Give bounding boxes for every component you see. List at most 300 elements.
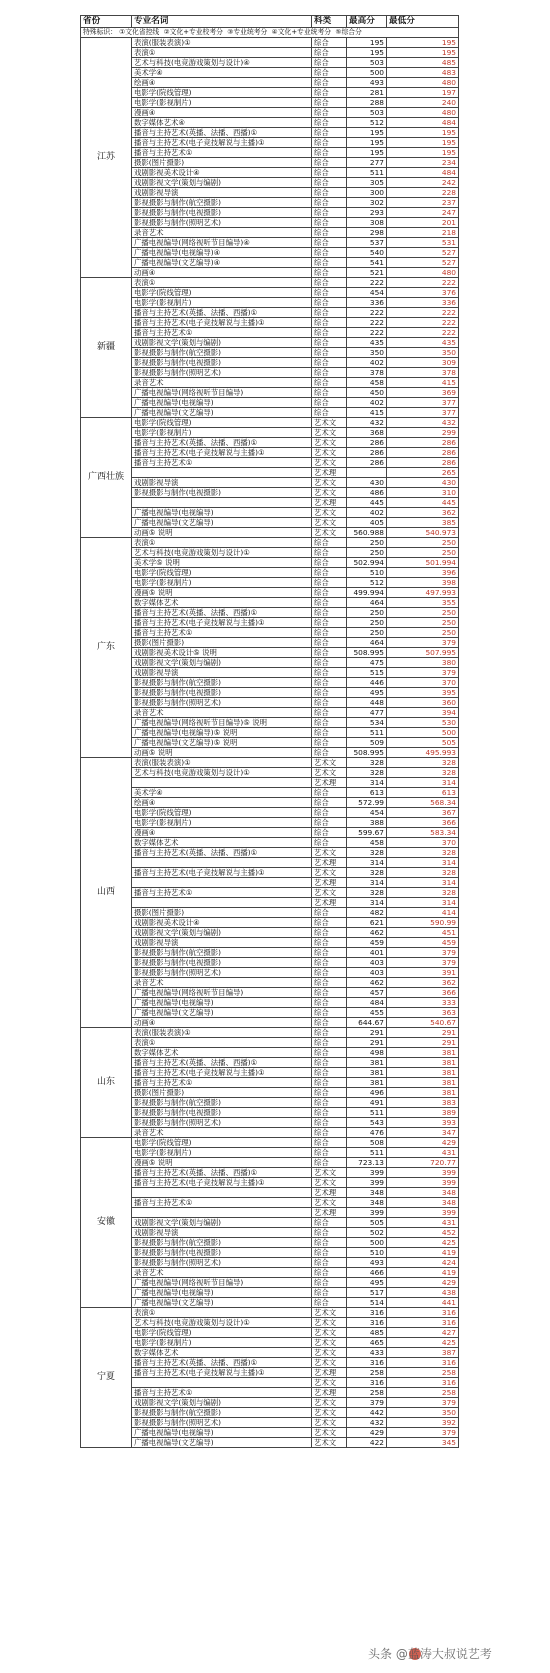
max-score-cell: 537 (347, 238, 387, 248)
major-cell: 电影学(影视制片) (132, 298, 312, 308)
max-score-cell: 195 (347, 38, 387, 48)
max-score-cell: 613 (347, 788, 387, 798)
max-score-cell: 495 (347, 688, 387, 698)
major-cell: 影视摄影与制作(电视摄影) (132, 958, 312, 968)
min-score-cell: 399 (387, 1208, 459, 1218)
max-score-cell: 222 (347, 308, 387, 318)
category-cell: 综合 (312, 618, 347, 628)
major-cell: 录音艺术 (132, 1128, 312, 1138)
table-row (81, 1438, 459, 1448)
major-cell: 电影学(影视制片) (132, 98, 312, 108)
table-row (81, 128, 459, 138)
category-cell: 综合 (312, 718, 347, 728)
max-score-cell: 195 (347, 128, 387, 138)
major-cell: 动画⑤ 说明 (132, 528, 312, 538)
min-score-cell: 383 (387, 1098, 459, 1108)
table-row (81, 548, 459, 558)
table-row (81, 1038, 459, 1048)
major-cell: 戏剧影视导演 (132, 938, 312, 948)
legend-cell (81, 28, 459, 38)
table-row (81, 968, 459, 978)
major-cell: 艺术与科技(电竞游戏策划与设计)① (132, 768, 312, 778)
min-score-cell: 500 (387, 728, 459, 738)
major-cell: 绘画④ (132, 798, 312, 808)
table-row (81, 1218, 459, 1228)
min-score-cell: 314 (387, 858, 459, 868)
min-score-cell: 389 (387, 1108, 459, 1118)
category-cell: 综合 (312, 638, 347, 648)
max-score-cell (347, 468, 387, 478)
major-cell: 播音与主持艺术(英播、法播、西播)① (132, 128, 312, 138)
max-score-cell: 195 (347, 148, 387, 158)
max-score-cell: 422 (347, 1438, 387, 1448)
major-cell: 广播电视编导(文艺编导)④ (132, 258, 312, 268)
max-score-cell: 508 (347, 1138, 387, 1148)
major-cell: 影视摄影与制作(电视摄影) (132, 1248, 312, 1258)
category-cell: 综合 (312, 1008, 347, 1018)
category-cell: 综合 (312, 1058, 347, 1068)
major-cell (132, 1378, 312, 1388)
category-cell: 综合 (312, 248, 347, 258)
table-row (81, 378, 459, 388)
max-score-cell: 402 (347, 508, 387, 518)
major-cell: 漫画⑤ 说明 (132, 1158, 312, 1168)
max-score-cell: 448 (347, 698, 387, 708)
max-score-cell: 510 (347, 1248, 387, 1258)
table-row (81, 708, 459, 718)
category-cell: 综合 (312, 698, 347, 708)
min-score-cell: 376 (387, 288, 459, 298)
max-score-cell: 195 (347, 48, 387, 58)
table-row (81, 1178, 459, 1188)
min-score-cell: 427 (387, 1328, 459, 1338)
category-cell: 综合 (312, 658, 347, 668)
table-row (81, 1148, 459, 1158)
max-score-cell: 222 (347, 328, 387, 338)
max-score-cell: 475 (347, 658, 387, 668)
max-score-cell: 298 (347, 228, 387, 238)
category-cell: 艺术文 (312, 1308, 347, 1318)
min-score-cell: 419 (387, 1268, 459, 1278)
max-score-cell: 465 (347, 1338, 387, 1348)
category-cell: 综合 (312, 328, 347, 338)
category-cell: 艺术文 (312, 1318, 347, 1328)
min-score-cell: 362 (387, 978, 459, 988)
table-row (81, 208, 459, 218)
watermark-text: 头条 @蓝涛大叔说艺考 (368, 1647, 492, 1661)
min-score-cell: 366 (387, 988, 459, 998)
table-row (81, 1058, 459, 1068)
major-cell: 录音艺术 (132, 228, 312, 238)
province-cell: 山东 (81, 1028, 132, 1138)
max-score-cell: 250 (347, 538, 387, 548)
category-cell: 艺术理 (312, 878, 347, 888)
max-score-cell: 462 (347, 978, 387, 988)
max-score-cell: 723.13 (347, 1158, 387, 1168)
category-cell: 艺术文 (312, 1428, 347, 1438)
category-cell: 综合 (312, 158, 347, 168)
major-cell: 动画④ (132, 268, 312, 278)
table-row (81, 1078, 459, 1088)
major-cell: 摄影(图片摄影) (132, 1088, 312, 1098)
category-cell: 综合 (312, 408, 347, 418)
min-score-cell: 242 (387, 178, 459, 188)
max-score-cell: 286 (347, 448, 387, 458)
max-score-cell: 316 (347, 1378, 387, 1388)
table-row (81, 408, 459, 418)
min-score-cell: 429 (387, 1278, 459, 1288)
max-score-cell: 328 (347, 888, 387, 898)
major-cell: 广播电视编导(电视编导) (132, 998, 312, 1008)
major-cell (132, 498, 312, 508)
category-cell: 综合 (312, 678, 347, 688)
min-score-cell: 380 (387, 658, 459, 668)
min-score-cell: 366 (387, 818, 459, 828)
min-score-cell: 362 (387, 508, 459, 518)
min-score-cell: 291 (387, 1038, 459, 1048)
table-row (81, 618, 459, 628)
max-score-cell: 500 (347, 1238, 387, 1248)
min-score-cell: 377 (387, 398, 459, 408)
max-score-cell: 445 (347, 498, 387, 508)
category-cell: 艺术文 (312, 418, 347, 428)
category-cell: 综合 (312, 178, 347, 188)
table-row (81, 488, 459, 498)
header-province: 省份 (81, 16, 132, 28)
category-cell: 艺术理 (312, 778, 347, 788)
table-row (81, 778, 459, 788)
category-cell: 艺术文 (312, 1398, 347, 1408)
max-score-cell: 328 (347, 868, 387, 878)
table-row (81, 978, 459, 988)
max-score-cell: 541 (347, 258, 387, 268)
province-cell: 广东 (81, 538, 132, 758)
category-cell: 综合 (312, 648, 347, 658)
table-row (81, 158, 459, 168)
category-cell: 综合 (312, 948, 347, 958)
table-row (81, 1048, 459, 1058)
major-cell: 绘画④ (132, 78, 312, 88)
table-row (81, 1018, 459, 1028)
category-cell: 艺术文 (312, 1438, 347, 1448)
category-cell: 综合 (312, 308, 347, 318)
min-score-cell: 348 (387, 1188, 459, 1198)
category-cell: 艺术文 (312, 1328, 347, 1338)
category-cell: 综合 (312, 188, 347, 198)
major-cell: 影视摄影与制作(电视摄影) (132, 1108, 312, 1118)
major-cell: 表演① (132, 48, 312, 58)
table-row (81, 1098, 459, 1108)
max-score-cell: 291 (347, 1028, 387, 1038)
min-score-cell: 379 (387, 1398, 459, 1408)
table-row (81, 848, 459, 858)
max-score-cell: 381 (347, 1068, 387, 1078)
min-score-cell: 350 (387, 348, 459, 358)
table-row (81, 718, 459, 728)
category-cell: 艺术文 (312, 1358, 347, 1368)
major-cell: 电影学(院线管理) (132, 808, 312, 818)
max-score-cell: 399 (347, 1168, 387, 1178)
min-score-cell: 430 (387, 478, 459, 488)
category-cell: 综合 (312, 798, 347, 808)
max-score-cell: 503 (347, 108, 387, 118)
category-cell: 综合 (312, 298, 347, 308)
category-cell: 综合 (312, 1018, 347, 1028)
max-score-cell: 599.67 (347, 828, 387, 838)
header-major: 专业名词 (132, 16, 312, 28)
min-score-cell: 234 (387, 158, 459, 168)
max-score-cell: 517 (347, 1288, 387, 1298)
header-row (81, 16, 459, 28)
table-row (81, 918, 459, 928)
max-score-cell: 505 (347, 1218, 387, 1228)
category-cell: 综合 (312, 58, 347, 68)
major-cell: 漫画⑤ 说明 (132, 588, 312, 598)
category-cell: 综合 (312, 148, 347, 158)
table-row (81, 1108, 459, 1118)
max-score-cell: 379 (347, 1398, 387, 1408)
major-cell: 表演① (132, 278, 312, 288)
major-cell: 电影学(影视制片) (132, 428, 312, 438)
category-cell: 综合 (312, 278, 347, 288)
max-score-cell: 314 (347, 898, 387, 908)
min-score-cell: 328 (387, 848, 459, 858)
max-score-cell: 316 (347, 1308, 387, 1318)
category-cell: 综合 (312, 388, 347, 398)
admission-score-table (80, 15, 459, 1448)
max-score-cell: 521 (347, 268, 387, 278)
table-row (81, 1168, 459, 1178)
max-score-cell: 348 (347, 1188, 387, 1198)
category-cell: 综合 (312, 808, 347, 818)
category-cell: 综合 (312, 1238, 347, 1248)
category-cell: 综合 (312, 358, 347, 368)
table-row (81, 68, 459, 78)
major-cell: 漫画④ (132, 828, 312, 838)
max-score-cell: 381 (347, 1078, 387, 1088)
min-score-cell: 568.34 (387, 798, 459, 808)
major-cell: 播音与主持艺术① (132, 628, 312, 638)
category-cell: 综合 (312, 1248, 347, 1258)
table-row (81, 1008, 459, 1018)
min-score-cell: 441 (387, 1298, 459, 1308)
max-score-cell: 258 (347, 1388, 387, 1398)
min-score-cell: 419 (387, 1248, 459, 1258)
category-cell: 艺术文 (312, 1178, 347, 1188)
min-score-cell: 250 (387, 538, 459, 548)
category-cell: 综合 (312, 1108, 347, 1118)
province-cell: 安徽 (81, 1138, 132, 1308)
legend-item: ①文化省控线 (119, 28, 160, 36)
table-row (81, 518, 459, 528)
max-score-cell: 350 (347, 348, 387, 358)
major-cell: 录音艺术 (132, 378, 312, 388)
table-row (81, 758, 459, 768)
category-cell: 综合 (312, 998, 347, 1008)
legend-item: ③专业统考分 (227, 28, 268, 36)
category-cell: 综合 (312, 138, 347, 148)
table-row (81, 1308, 459, 1318)
category-cell: 艺术文 (312, 528, 347, 538)
min-score-cell: 485 (387, 58, 459, 68)
max-score-cell: 195 (347, 138, 387, 148)
max-score-cell: 399 (347, 1178, 387, 1188)
category-cell: 综合 (312, 728, 347, 738)
max-score-cell: 432 (347, 418, 387, 428)
min-score-cell: 286 (387, 438, 459, 448)
category-cell: 综合 (312, 108, 347, 118)
major-cell: 影视摄影与制作(照明艺术) (132, 968, 312, 978)
category-cell: 综合 (312, 1148, 347, 1158)
major-cell: 戏剧影视导演 (132, 188, 312, 198)
category-cell: 综合 (312, 1088, 347, 1098)
major-cell (132, 778, 312, 788)
major-cell: 广播电视编导(电视编导)⑤ 说明 (132, 728, 312, 738)
max-score-cell: 402 (347, 358, 387, 368)
table-row (81, 1398, 459, 1408)
category-cell: 综合 (312, 578, 347, 588)
table-row (81, 1208, 459, 1218)
major-cell: 播音与主持艺术① (132, 1388, 312, 1398)
max-score-cell: 288 (347, 98, 387, 108)
table-row (81, 728, 459, 738)
major-cell (132, 468, 312, 478)
min-score-cell: 393 (387, 1118, 459, 1128)
table-row (81, 998, 459, 1008)
max-score-cell: 484 (347, 998, 387, 1008)
major-cell: 艺术与科技(电竞游戏策划与设计)① (132, 1318, 312, 1328)
max-score-cell: 509 (347, 738, 387, 748)
major-cell: 影视摄影与制作(航空摄影) (132, 1098, 312, 1108)
table-row (81, 1088, 459, 1098)
table-row (81, 598, 459, 608)
min-score-cell: 483 (387, 68, 459, 78)
max-score-cell: 502.994 (347, 558, 387, 568)
major-cell: 影视摄影与制作(照明艺术) (132, 218, 312, 228)
min-score-cell: 396 (387, 568, 459, 578)
category-cell: 综合 (312, 1258, 347, 1268)
category-cell: 综合 (312, 538, 347, 548)
min-score-cell: 431 (387, 1148, 459, 1158)
min-score-cell: 197 (387, 88, 459, 98)
min-score-cell: 425 (387, 1238, 459, 1248)
category-cell: 综合 (312, 958, 347, 968)
max-score-cell: 485 (347, 1328, 387, 1338)
max-score-cell: 442 (347, 1408, 387, 1418)
max-score-cell: 458 (347, 838, 387, 848)
max-score-cell: 403 (347, 958, 387, 968)
max-score-cell: 250 (347, 548, 387, 558)
major-cell: 广播电视编导(文艺编导) (132, 408, 312, 418)
major-cell: 电影学(院线管理) (132, 568, 312, 578)
max-score-cell: 250 (347, 628, 387, 638)
table-row (81, 568, 459, 578)
major-cell: 表演① (132, 1308, 312, 1318)
min-score-cell: 379 (387, 638, 459, 648)
min-score-cell: 195 (387, 148, 459, 158)
major-cell (132, 878, 312, 888)
category-cell: 综合 (312, 708, 347, 718)
table-row (81, 658, 459, 668)
category-cell: 综合 (312, 548, 347, 558)
major-cell: 播音与主持艺术① (132, 458, 312, 468)
min-score-cell: 452 (387, 1228, 459, 1238)
major-cell: 摄影(图片摄影) (132, 638, 312, 648)
major-cell: 影视摄影与制作(电视摄影) (132, 358, 312, 368)
min-score-cell: 328 (387, 888, 459, 898)
major-cell: 戏剧影视文学(策划与编剧) (132, 928, 312, 938)
category-cell: 综合 (312, 288, 347, 298)
category-cell: 艺术理 (312, 1208, 347, 1218)
max-score-cell: 454 (347, 808, 387, 818)
major-cell: 播音与主持艺术(电子竞技解说与主播)① (132, 448, 312, 458)
min-score-cell: 451 (387, 928, 459, 938)
table-row (81, 1268, 459, 1278)
table-row (81, 928, 459, 938)
major-cell: 戏剧影视文学(策划与编剧) (132, 338, 312, 348)
table-row (81, 438, 459, 448)
category-cell: 综合 (312, 1038, 347, 1048)
table-row (81, 1378, 459, 1388)
max-score-cell: 435 (347, 338, 387, 348)
table-row (81, 748, 459, 758)
major-cell: 戏剧影视美术设计⑤ 说明 (132, 648, 312, 658)
min-score-cell: 540.973 (387, 528, 459, 538)
min-score-cell: 379 (387, 1428, 459, 1438)
table-row (81, 258, 459, 268)
major-cell: 广播电视编导(网络视听节目编导) (132, 388, 312, 398)
max-score-cell: 281 (347, 88, 387, 98)
category-cell: 综合 (312, 68, 347, 78)
table-row (81, 1428, 459, 1438)
table-row (81, 468, 459, 478)
max-score-cell: 499.994 (347, 588, 387, 598)
major-cell (132, 1208, 312, 1218)
min-score-cell: 316 (387, 1318, 459, 1328)
category-cell: 综合 (312, 1048, 347, 1058)
legend-item: ⑤综合分 (335, 28, 362, 36)
min-score-cell: 435 (387, 338, 459, 348)
min-score-cell: 370 (387, 838, 459, 848)
category-cell: 综合 (312, 1268, 347, 1278)
table-row (81, 48, 459, 58)
min-score-cell: 398 (387, 578, 459, 588)
table-row (81, 808, 459, 818)
major-cell: 广播电视编导(文艺编导) (132, 1298, 312, 1308)
category-cell: 综合 (312, 318, 347, 328)
category-cell: 综合 (312, 968, 347, 978)
max-score-cell: 314 (347, 878, 387, 888)
category-cell: 艺术文 (312, 1198, 347, 1208)
table-row (81, 1228, 459, 1238)
max-score-cell: 508.995 (347, 748, 387, 758)
max-score-cell: 401 (347, 948, 387, 958)
max-score-cell: 316 (347, 1358, 387, 1368)
table-row (81, 738, 459, 748)
category-cell: 艺术文 (312, 458, 347, 468)
max-score-cell: 477 (347, 708, 387, 718)
category-cell: 综合 (312, 378, 347, 388)
table-row (81, 1318, 459, 1328)
max-score-cell: 503 (347, 58, 387, 68)
max-score-cell: 250 (347, 618, 387, 628)
min-score-cell: 432 (387, 418, 459, 428)
table-row (81, 118, 459, 128)
category-cell: 综合 (312, 38, 347, 48)
category-cell: 综合 (312, 48, 347, 58)
min-score-cell: 414 (387, 908, 459, 918)
major-cell: 表演(服装表演)① (132, 38, 312, 48)
